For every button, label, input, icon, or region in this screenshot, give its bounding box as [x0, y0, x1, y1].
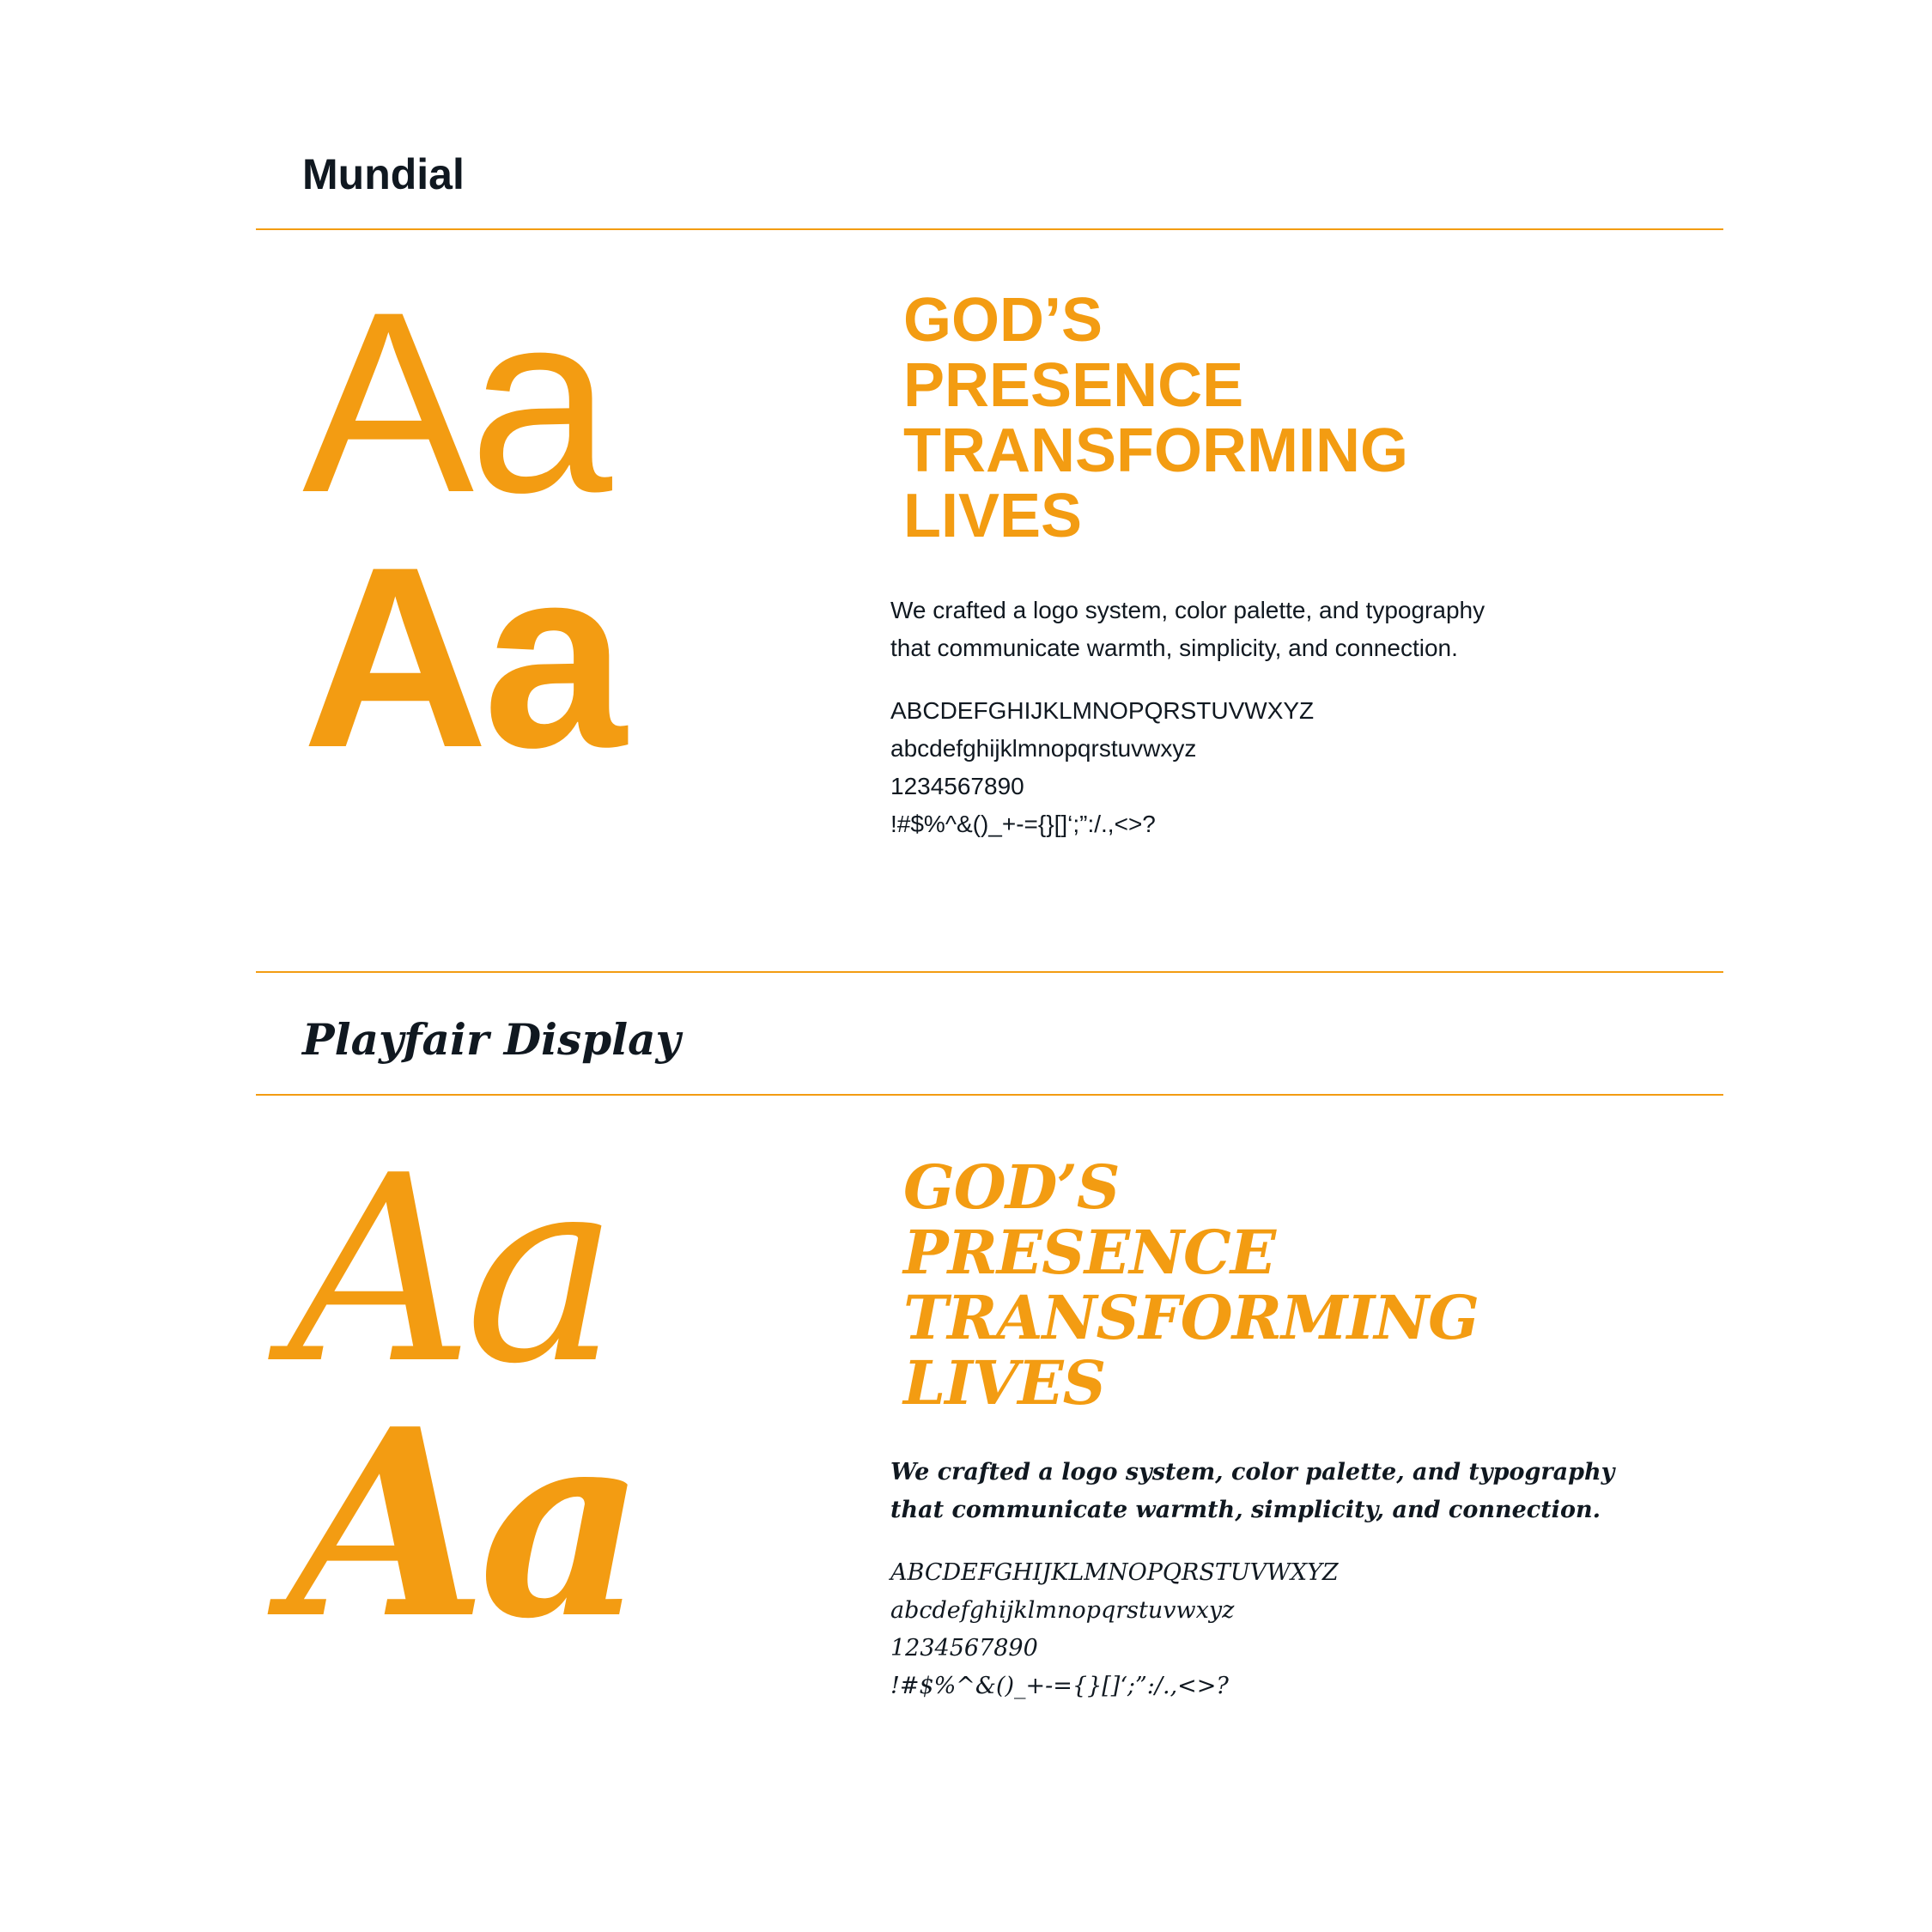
charset-lowercase: abcdefghijklmnopqrstuvwxyz	[890, 1597, 1235, 1624]
charset-symbols: !#$%^&()_+-={}[]‘;”:/.,<>?	[890, 1673, 1229, 1699]
description-line: We crafted a logo system, color palette, and typography	[890, 597, 1485, 623]
description-line: that communicate warmth, simplicity, and connection.	[890, 1497, 1601, 1523]
charset-uppercase: ABCDEFGHIJKLMNOPQRSTUVWXYZ	[890, 697, 1315, 724]
headline-serif	[903, 1151, 1479, 1419]
headline-line: TRANSFORMING	[903, 1282, 1479, 1353]
charset-sans	[890, 692, 1314, 843]
headline-line: TRANSFORMING	[903, 416, 1408, 485]
headline-line: GOD’S	[903, 286, 1103, 355]
headline-line: GOD’S	[903, 1151, 1120, 1223]
specimen-bold-sans: Aa	[302, 513, 622, 801]
section-divider	[256, 228, 1723, 230]
specimen-regular-serif: Aa	[288, 1121, 611, 1420]
font-name-mundial: Mundial	[302, 150, 465, 198]
charset-symbols: !#$%^&()_+-={}[]‘;”:/.,<>?	[890, 811, 1156, 837]
charset-uppercase: ABCDEFGHIJKLMNOPQRSTUVWXYZ	[890, 1559, 1339, 1586]
section-divider	[256, 971, 1723, 973]
description-line: that communicate warmth, simplicity, and connection.	[890, 635, 1458, 661]
charset-serif	[890, 1554, 1339, 1705]
headline-line: LIVES	[903, 482, 1083, 550]
charset-digits: 1234567890	[890, 773, 1024, 799]
font-name-playfair: Playfair Display	[302, 1014, 681, 1065]
headline-line: PRESENCE	[903, 1217, 1276, 1288]
section-divider	[256, 1094, 1723, 1096]
headline-line: PRESENCE	[903, 351, 1244, 420]
description-line: We crafted a logo system, color palette, and typography	[890, 1459, 1615, 1485]
description-serif	[890, 1454, 1615, 1529]
charset-digits: 1234567890	[890, 1635, 1038, 1662]
headline-sans	[903, 288, 1408, 549]
headline-line: LIVES	[903, 1347, 1106, 1419]
description-sans	[890, 592, 1595, 667]
specimen-regular-sans: Aa	[302, 258, 607, 546]
specimen-bold-serif: Aa	[288, 1372, 638, 1675]
charset-lowercase: abcdefghijklmnopqrstuvwxyz	[890, 735, 1197, 762]
